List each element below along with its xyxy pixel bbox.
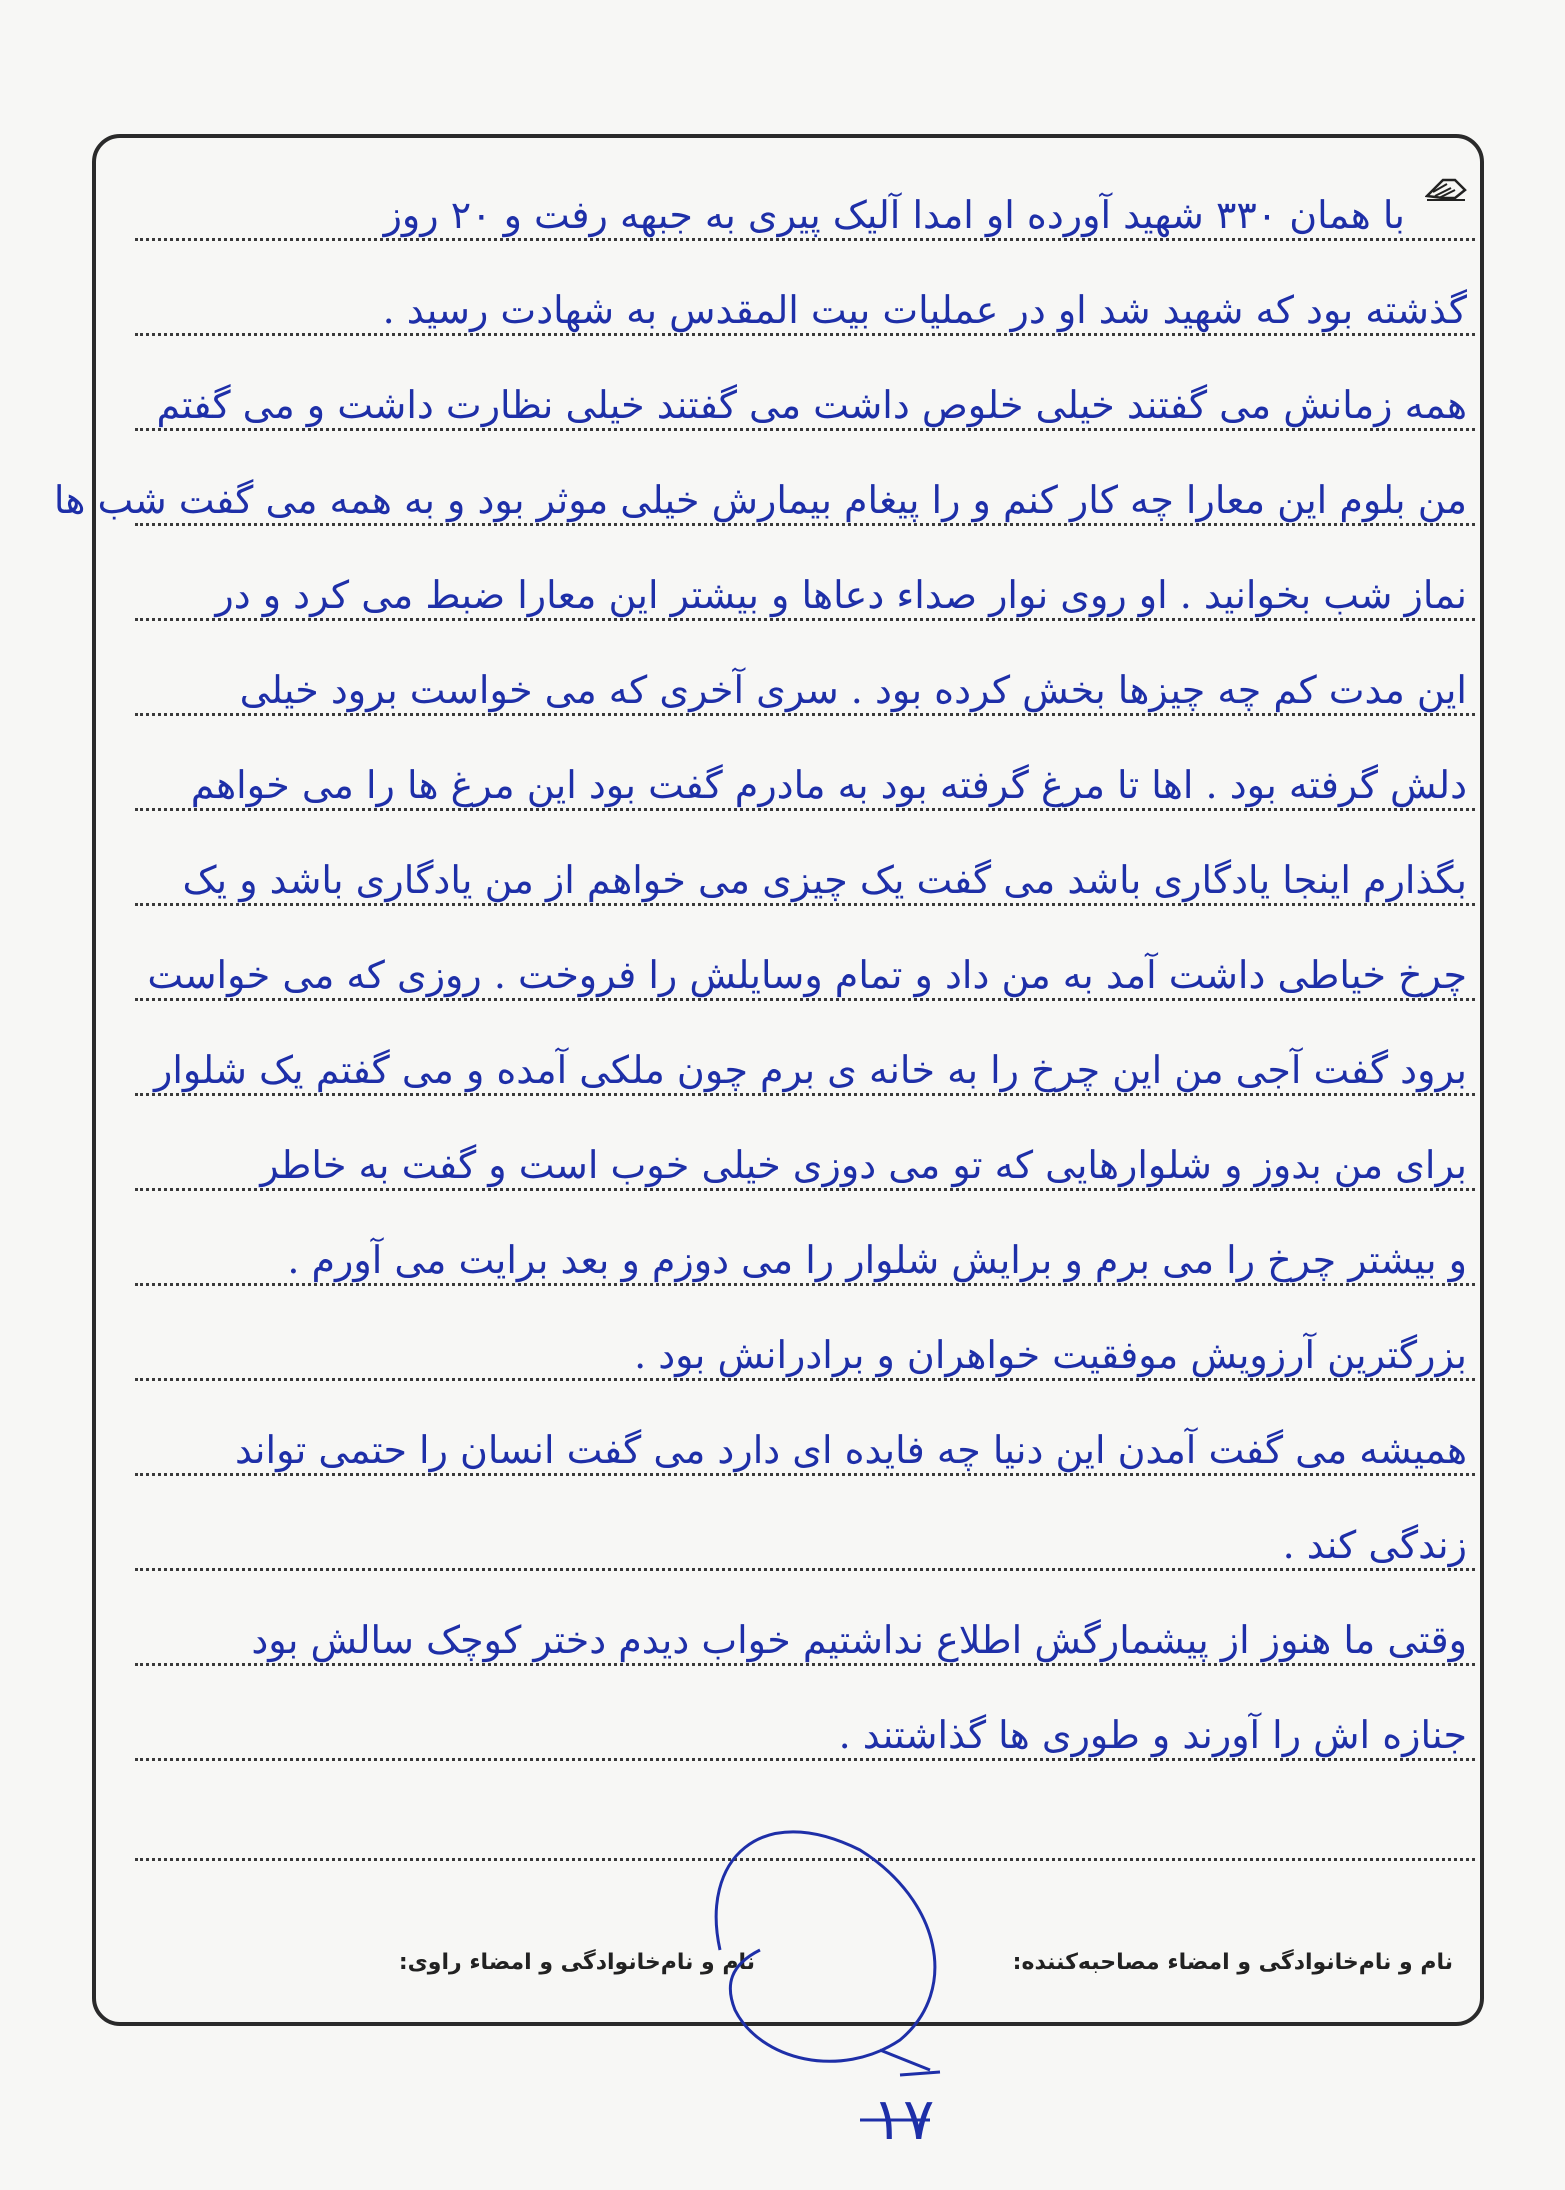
handwritten-line [135, 830, 1475, 920]
handwritten-line [135, 260, 1475, 350]
handwritten-line [135, 1785, 1475, 1875]
dotted-rule [135, 333, 1475, 336]
handwriting-text: دلش گرفته بود . اها تا مرغ گرفته بود به مادرم گفت بود این مرغ ها را می خواهم [190, 763, 1467, 807]
handwritten-line [135, 1495, 1475, 1585]
handwritten-line [135, 640, 1475, 730]
dotted-rule [135, 428, 1475, 431]
dotted-rule [135, 1093, 1475, 1096]
handwritten-line [135, 1115, 1475, 1205]
handwriting-text: گذشته بود که شهید شد او در عملیات بیت المقدس به شهادت رسید . [382, 288, 1467, 332]
handwriting-text: این مدت کم چه چیزها بخش کرده بود . سری آخری که می خواست برود خیلی [239, 668, 1467, 712]
interviewer-signature-label: نام و نام‌خانوادگی و امضاء مصاحبه‌کننده: [1012, 1950, 1453, 1975]
dotted-rule [135, 523, 1475, 526]
dotted-rule [135, 1473, 1475, 1476]
handwriting-text: با همان ۳۳۰ شهید آورده او امدا آلیک پیری به جبهه رفت و ۲۰ روز [383, 193, 1405, 237]
handwriting-text: نماز شب بخوانید . او روی نوار صداء دعاها و بیشتر این معارا ضبط می کرد و در [215, 573, 1467, 617]
handwriting-text: زندگی کند . [1282, 1523, 1467, 1567]
handwritten-line [135, 1020, 1475, 1110]
handwriting-text: و بیشتر چرخ را می برم و برایش شلوار را می دوزم و بعد برایت می آورم . [287, 1238, 1467, 1282]
dotted-rule [135, 1378, 1475, 1381]
handwriting-text: چرخ خیاطی داشت آمد به من داد و تمام وسایلش را فروخت . روزی که می خواست [147, 953, 1467, 997]
narrator-signature-label: نام و نام‌خانوادگی و امضاء راوی: [398, 1950, 755, 1975]
dotted-rule [135, 998, 1475, 1001]
handwriting-text: بگذارم اینجا یادگاری باشد می گفت یک چیزی می خواهم از من یادگاری باشد و یک [182, 858, 1467, 902]
dotted-rule [135, 903, 1475, 906]
handwriting-text: برود گفت آجی من این چرخ را به خانه ی برم چون ملکی آمده و می گفتم یک شلوار [154, 1048, 1467, 1092]
handwriting-text: جنازه اش را آورند و طوری ها گذاشتند . [838, 1713, 1467, 1757]
handwritten-line [135, 545, 1475, 635]
dotted-rule [135, 1758, 1475, 1761]
handwritten-line [53, 450, 1475, 540]
handwriting-text: برای من بدوز و شلوارهایی که تو می دوزی خیلی خوب است و گفت به خاطر [260, 1143, 1467, 1187]
dotted-rule [135, 238, 1475, 241]
dotted-rule [135, 1283, 1475, 1286]
handwritten-line [135, 165, 1475, 255]
handwritten-line [135, 1400, 1475, 1490]
handwriting-text: وقتی ما هنوز از پیشمارگش اطلاع نداشتیم خواب دیدم دختر کوچک سالش بود [251, 1618, 1467, 1662]
dotted-rule [135, 1188, 1475, 1191]
handwritten-line [135, 1590, 1475, 1680]
page-number: ۱۷ [872, 2085, 935, 2153]
dotted-rule [135, 1858, 1475, 1861]
handwriting-text: من بلوم این معارا چه کار کنم و را پیغام بیمارش خیلی موثر بود و به همه می گفت شب ها [53, 478, 1467, 522]
handwritten-line [135, 1685, 1475, 1775]
handwritten-line [135, 925, 1475, 1015]
dotted-rule [135, 808, 1475, 811]
handwriting-text: همه زمانش می گفتند خیلی خلوص داشت می گفتند خیلی نظارت داشت و می گفتم [156, 383, 1467, 427]
handwritten-line [135, 735, 1475, 825]
dotted-rule [135, 1663, 1475, 1666]
dotted-rule [135, 1568, 1475, 1571]
dotted-rule [135, 713, 1475, 716]
dotted-rule [135, 618, 1475, 621]
handwritten-line [135, 355, 1475, 445]
handwritten-line [135, 1305, 1475, 1395]
handwriting-text: همیشه می گفت آمدن این دنیا چه فایده ای دارد می گفت انسان را حتمی تواند [234, 1428, 1467, 1472]
handwriting-text: بزرگترین آرزویش موفقیت خواهران و برادرانش بود . [634, 1333, 1467, 1377]
handwritten-line [135, 1210, 1475, 1300]
